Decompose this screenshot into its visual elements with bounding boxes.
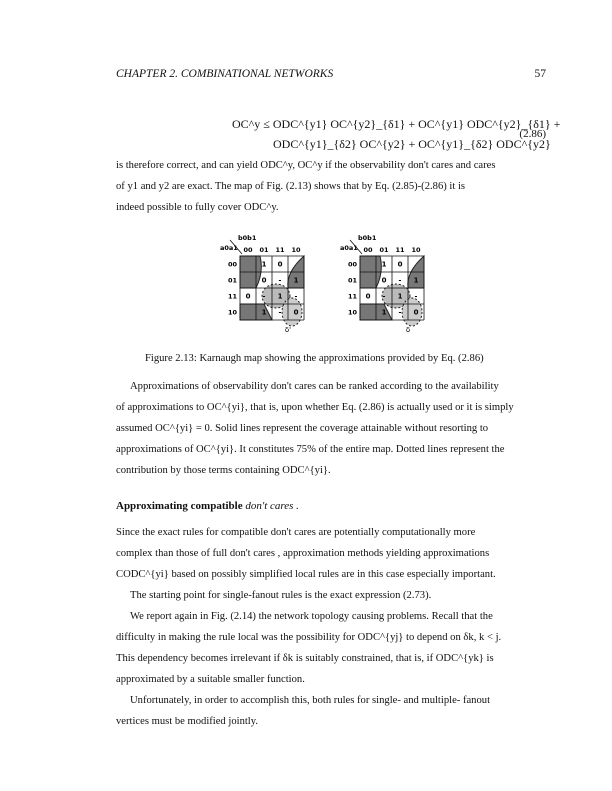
row-label: 10 [227, 308, 237, 317]
cell-value: 1 [261, 260, 267, 269]
row-label: 11 [347, 292, 357, 301]
text-line: approximations of OC^{yi}. It constitutes 75% of the entire map. Dotted lines represent the [116, 444, 505, 455]
text-line: is therefore correct, and can yield ODC^y, OC^y if the observability don't cares and cares [116, 160, 496, 171]
text-line: contribution by those terms containing ODC^{yi}. [116, 465, 331, 476]
text-line: approximated by a suitable smaller function. [116, 674, 305, 685]
section-heading [116, 500, 299, 512]
equation-line-2: ODC^{y1}_{δ2} OC^{y2} + OC^{y1}_{δ2} ODC^{y2} [273, 137, 551, 151]
corner-top-label: b0b1 [358, 234, 377, 242]
running-header [116, 68, 546, 80]
cell-value: 0 [277, 260, 283, 269]
text-line: difficulty in making the rule local was the possibility for ODC^{yj} to depend on δk, k < j. [116, 632, 502, 643]
paragraph-1 [116, 155, 548, 218]
column-label: 10 [411, 246, 421, 254]
row-label: 01 [347, 276, 357, 285]
column-label: 01 [259, 246, 269, 254]
cell-value: 1 [397, 292, 403, 301]
cell-value: 0 [397, 260, 403, 269]
cell-value: - [294, 292, 298, 301]
section-title: Approximating compatible [116, 500, 243, 512]
cell-value: - [278, 308, 282, 317]
column-label: 00 [243, 246, 253, 254]
cell-value: 1 [381, 308, 387, 317]
corner-side-label: a0a1 [340, 244, 358, 252]
cell-value: - [382, 292, 386, 301]
row-label: 00 [347, 260, 357, 269]
cover-region-dotted [282, 298, 302, 326]
text-line: This dependency becomes irrelevant if δk is suitably constrained, that is, if ODC^{yk} is [116, 653, 494, 664]
paragraph-3 [116, 522, 548, 585]
cell-value: 1 [381, 260, 387, 269]
map-label: δ [405, 326, 411, 334]
paragraph-5 [116, 606, 548, 690]
row-label: 00 [227, 260, 237, 269]
figure-caption: Figure 2.13: Karnaugh map showing the approximations provided by Eq. (2.86) [145, 353, 484, 364]
column-label: 00 [363, 246, 373, 254]
paragraph-4 [116, 585, 548, 606]
chapter-title: CHAPTER 2. COMBINATIONAL NETWORKS [116, 68, 334, 80]
paragraph-6 [116, 690, 548, 732]
page-number: 57 [534, 68, 546, 80]
cell-value: 0 [245, 292, 251, 301]
equation-line-1: OC^y ≤ ODC^{y1} OC^{y2}_{δ1} + OC^{y1} ODC^{y2}_{δ1} + [232, 117, 561, 131]
cell-value: 0 [365, 292, 371, 301]
text-line: of y1 and y2 are exact. The map of Fig. (2.13) shows that by Eq. (2.85)-(2.86) it is [116, 181, 466, 192]
corner-side-label: a0a1 [220, 244, 238, 252]
row-label: 11 [227, 292, 237, 301]
text-line: Since the exact rules for compatible don't cares are potentially computationally more [116, 527, 476, 538]
text-line: CODC^{yi} based on possibly simplified local rules are in this case especially important. [116, 569, 496, 580]
cell-value: 1 [277, 292, 283, 301]
map-label: δ' [284, 326, 292, 334]
text-line: Unfortunately, in order to accomplish this, both rules for single- and multiple- fanout [130, 695, 491, 706]
text-line: assumed OC^{yi} = 0. Solid lines represent the coverage attainable without resorting to [116, 423, 489, 434]
cell-value: 0 [293, 308, 299, 317]
text-line: Approximations of observability don't cares can be ranked according to the availability [130, 381, 499, 392]
column-label: 11 [395, 246, 405, 254]
text-line: of approximations to OC^{yi}, that is, upon whether Eq. (2.86) is actually used or it is simply [116, 402, 514, 413]
paragraph-2 [116, 376, 548, 481]
section-title-italic: don't cares . [245, 500, 299, 512]
cell-value: 1 [293, 276, 299, 285]
cell-value: - [262, 292, 266, 301]
cell-value: - [278, 276, 282, 285]
row-label: 01 [227, 276, 237, 285]
text-line: vertices must be modified jointly. [116, 716, 259, 727]
text-line: indeed possible to fully cover ODC^y. [116, 202, 279, 213]
column-label: 10 [291, 246, 301, 254]
cell-value: 0 [413, 308, 419, 317]
cell-value: - [398, 276, 402, 285]
text-line: complex than those of full don't cares , approximation methods yielding approximations [116, 548, 490, 559]
equation-number: (2.86) [519, 128, 546, 140]
karnaugh-map-delta-prime [218, 228, 328, 336]
cell-value: - [414, 292, 418, 301]
column-label: 01 [379, 246, 389, 254]
karnaugh-map-delta [338, 228, 448, 336]
cell-value: 0 [261, 276, 267, 285]
cell-value: 1 [413, 276, 419, 285]
cell-value: - [398, 308, 402, 317]
text-line: We report again in Fig. (2.14) the network topology causing problems. Recall that the [130, 611, 493, 622]
text-line: The starting point for single-fanout rules is the exact expression (2.73). [130, 590, 432, 601]
row-label: 10 [347, 308, 357, 317]
column-label: 11 [275, 246, 285, 254]
cell-value: 1 [261, 308, 267, 317]
corner-top-label: b0b1 [238, 234, 257, 242]
cell-value: 0 [381, 276, 387, 285]
cover-region-dotted [402, 298, 422, 326]
